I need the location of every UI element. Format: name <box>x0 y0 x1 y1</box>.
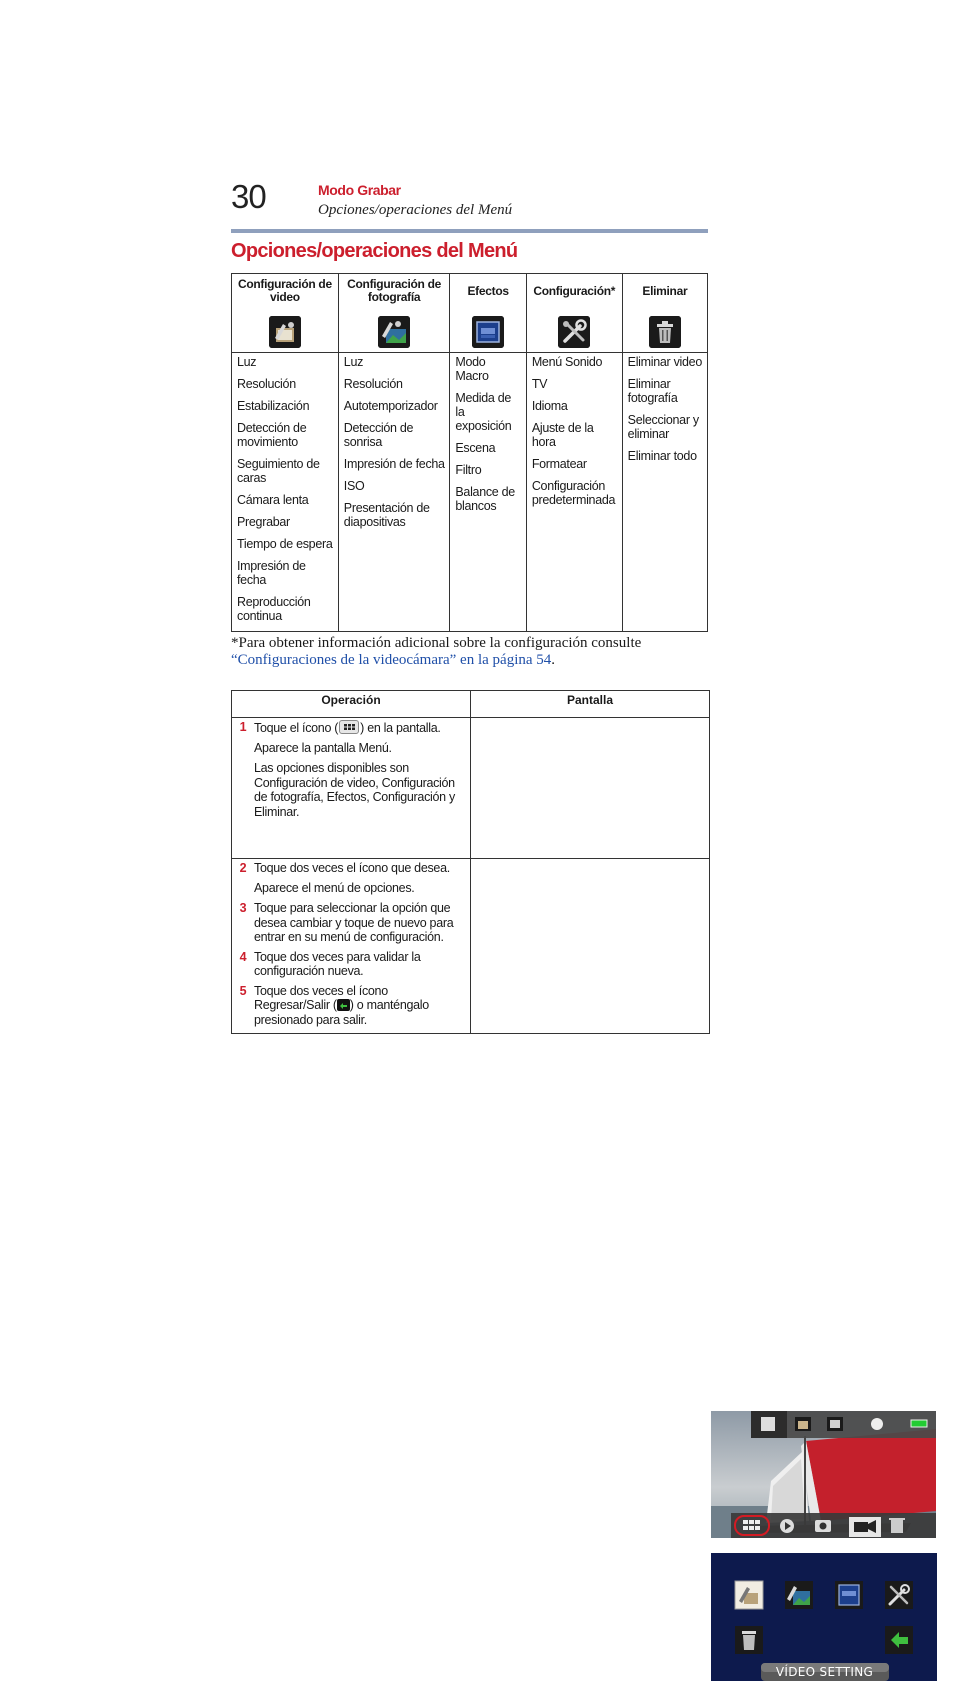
step-4 <box>232 950 470 979</box>
list-item: TV <box>531 377 548 391</box>
step-2-text: Toque dos veces el ícono que desea. <box>254 861 450 875</box>
step-1 <box>232 720 470 736</box>
setup-options-cell <box>526 353 622 632</box>
delete-options-cell <box>622 353 707 632</box>
setup-tools-icon <box>558 316 590 348</box>
page-number: 30 <box>231 178 266 215</box>
col-header-delete-label: Eliminar <box>642 283 688 298</box>
list-item: Pregrabar <box>237 515 290 529</box>
step-3 <box>232 901 470 945</box>
step-2-result: Aparece el menú de opciones. <box>254 880 415 895</box>
footnote-end: . <box>551 652 556 668</box>
photo-options-cell <box>338 353 450 632</box>
list-item: Impresión de fecha <box>237 559 306 587</box>
footnote <box>231 635 641 669</box>
col-header-photo <box>338 274 450 353</box>
step-1-text-a: Toque el ícono ( <box>254 721 339 735</box>
list-item: Seleccionar y eliminar <box>627 413 699 441</box>
cross-reference-link[interactable]: “Configuraciones de la videocámara” en la página 54 <box>231 652 552 668</box>
header-rule <box>231 229 708 233</box>
operation-table <box>231 690 874 1679</box>
list-item: Menú Sonido <box>531 355 603 369</box>
list-item: Medida de la exposición <box>455 391 512 433</box>
list-item: Eliminar todo <box>627 449 697 463</box>
col-header-operation: Operación <box>232 691 471 718</box>
screen-title-label: VÍDEO SETTING <box>775 1664 874 1679</box>
list-item: Reproducción continua <box>237 595 311 623</box>
col-header-delete <box>622 274 707 353</box>
list-item: Escena <box>455 441 496 455</box>
list-item: Luz <box>237 355 257 369</box>
photo-settings-icon <box>378 316 410 348</box>
step-1-text-b: ) en la pantalla. <box>360 721 441 735</box>
step-number: 2 <box>239 861 247 875</box>
list-item: Eliminar fotografía <box>627 377 678 405</box>
list-item: Tiempo de espera <box>237 537 333 551</box>
chapter-title: Modo Grabar <box>318 182 401 198</box>
operation-cell-1 <box>232 718 471 859</box>
col-header-screen: Pantalla <box>471 691 710 718</box>
list-item: Formatear <box>531 457 587 471</box>
list-item: Autotemporizador <box>343 399 438 413</box>
step-number: 3 <box>239 901 247 915</box>
list-item: Detección de movimiento <box>237 421 307 449</box>
step-3-text: Toque para seleccionar la opción que desea cambiar y toque de nuevo para entrar en su menú de configuración. <box>254 901 454 944</box>
list-item: Resolución <box>343 377 403 391</box>
footnote-text: *Para obtener información adicional sobre la configuración consulte <box>231 635 642 651</box>
col-header-effects <box>450 274 526 353</box>
col-header-video <box>232 274 339 353</box>
step-5-text-b: ) o manténgalo presionado para salir. <box>254 998 429 1027</box>
trash-icon <box>649 316 681 348</box>
list-item: Detección de sonrisa <box>343 421 414 449</box>
col-header-photo-label: Configuración de fotografía <box>347 277 442 304</box>
list-item: Eliminar video <box>627 355 702 369</box>
step-1-note: Las opciones disponibles son Configuración de video, Configuración de fotografía, Efectos, Configuración y Eliminar. <box>254 761 455 819</box>
list-item: Modo Macro <box>455 355 489 383</box>
effects-options-cell <box>450 353 526 632</box>
list-item: Luz <box>343 355 364 369</box>
step-1-result: Aparece la pantalla Menú. <box>254 740 392 755</box>
screen-cell-2 <box>471 859 874 1679</box>
effects-icon <box>472 316 504 348</box>
list-item: Presentación de diapositivas <box>343 501 430 529</box>
video-settings-icon <box>269 316 301 348</box>
list-item: Resolución <box>237 377 296 391</box>
list-item: Estabilización <box>237 399 310 413</box>
col-header-setup-label: Configuración* <box>533 283 616 298</box>
step-number: 1 <box>239 720 247 734</box>
section-title: Opciones/operaciones del Menú <box>318 202 513 218</box>
step-4-text: Toque dos veces para validar la configuración nueva. <box>254 949 421 978</box>
list-item: Ajuste de la hora <box>531 421 594 449</box>
step-number: 4 <box>239 949 247 964</box>
col-header-setup <box>526 274 622 353</box>
col-header-video-label: Configuración de video <box>237 277 332 304</box>
step-number: 5 <box>239 983 247 998</box>
list-item: Cámara lenta <box>237 493 309 507</box>
screen-cell-1 <box>471 718 710 859</box>
menu-grid-icon <box>339 720 359 734</box>
list-item: Balance de blancos <box>455 485 515 513</box>
col-header-effects-label: Efectos <box>467 283 509 298</box>
operation-cell-2 <box>232 859 471 1034</box>
menu-options-table <box>231 273 708 632</box>
back-exit-icon <box>337 999 350 1011</box>
list-item: Idioma <box>531 399 568 413</box>
list-item: Configuración predeterminada <box>531 479 616 507</box>
video-setting-screen <box>711 1553 937 1681</box>
page-heading: Opciones/operaciones del Menú <box>231 240 518 262</box>
list-item: Seguimiento de caras <box>237 457 320 485</box>
step-2 <box>232 861 470 876</box>
step-5 <box>232 984 470 1028</box>
list-item: Filtro <box>455 463 482 477</box>
menu-screen-screenshot <box>711 1411 936 1538</box>
list-item: ISO <box>343 479 365 493</box>
step-5-text-a: Toque dos veces el ícono Regresar/Salir ( <box>254 983 388 1012</box>
video-options-cell <box>232 353 339 632</box>
list-item: Impresión de fecha <box>343 457 445 471</box>
